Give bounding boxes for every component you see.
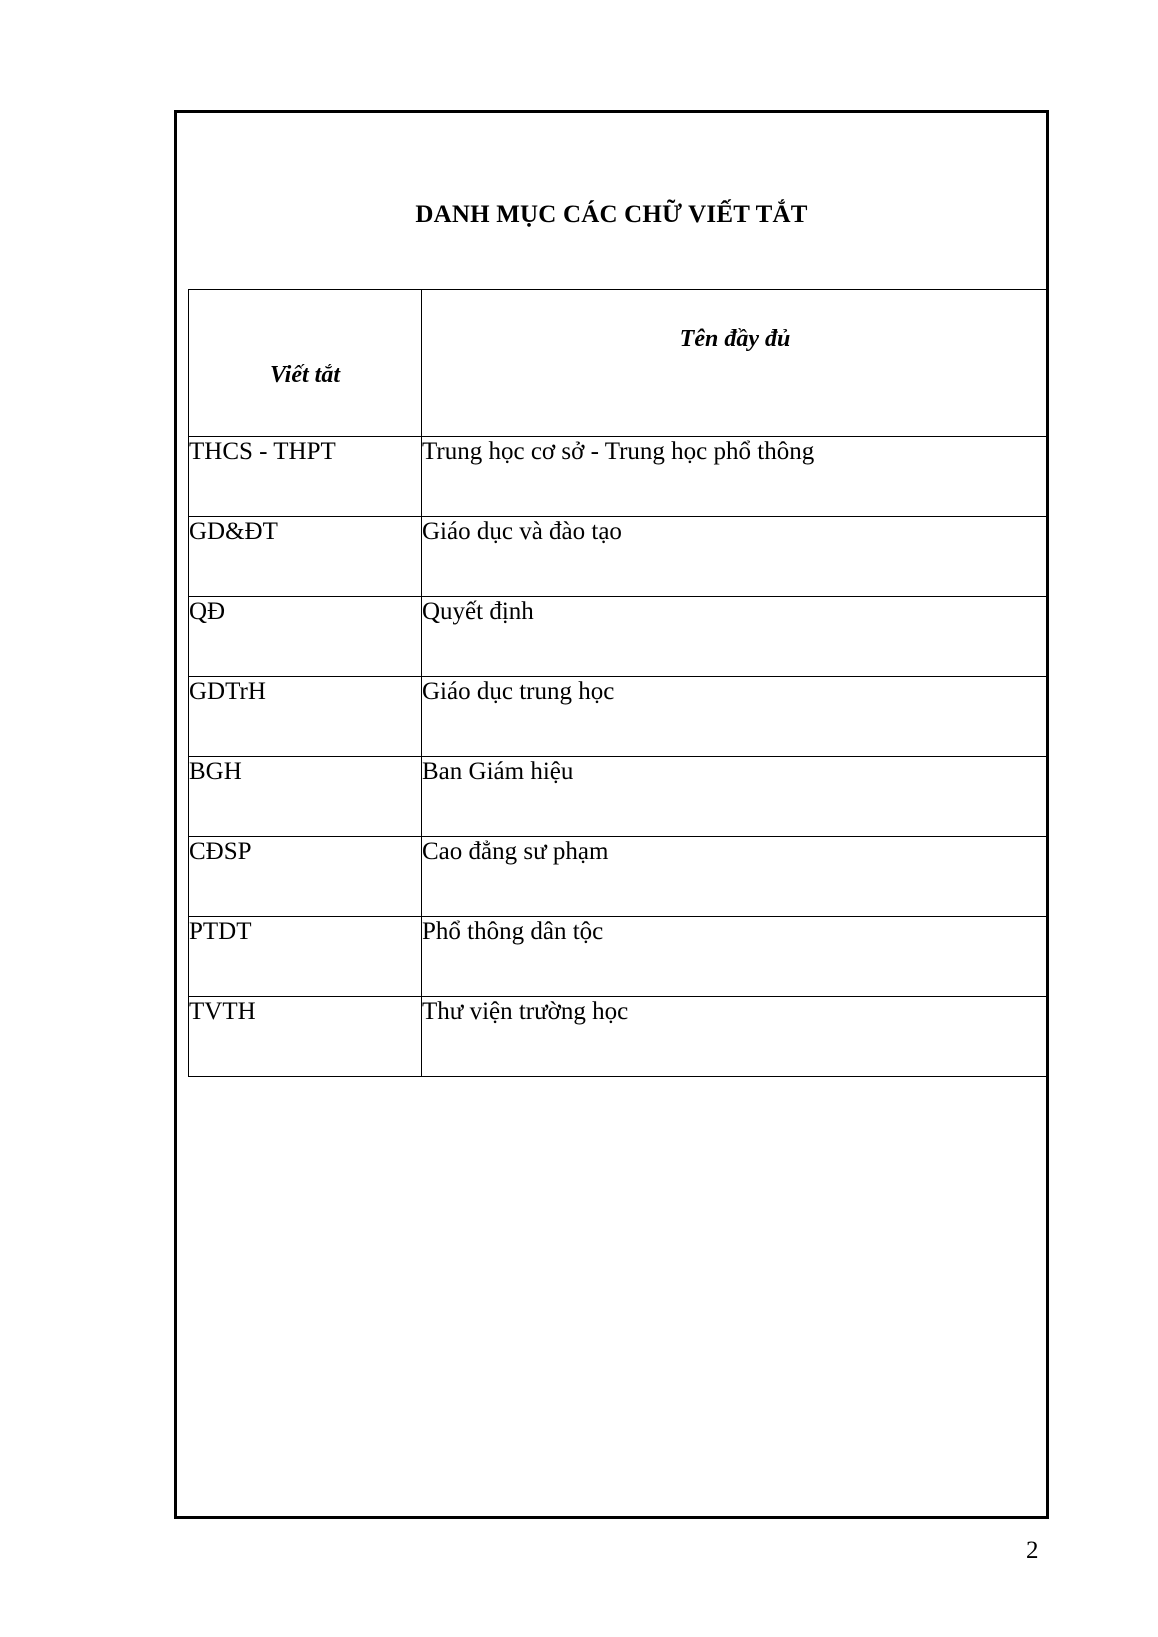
full-name-cell: Trung học cơ sở - Trung học phổ thông — [422, 437, 1049, 517]
table-row — [189, 757, 1049, 837]
full-name-cell: Cao đẳng sư phạm — [422, 837, 1049, 917]
full-name-cell: Ban Giám hiệu — [422, 757, 1049, 837]
table-header-row — [189, 290, 1049, 437]
table-row — [189, 437, 1049, 517]
abbr-cell: THCS - THPT — [189, 437, 422, 517]
abbr-cell: GDTrH — [189, 677, 422, 757]
abbr-cell: GD&ĐT — [189, 517, 422, 597]
table-row — [189, 837, 1049, 917]
full-name-cell: Quyết định — [422, 597, 1049, 677]
document-title: DANH MỤC CÁC CHỮ VIẾT TẮT — [415, 201, 808, 228]
abbr-cell: CĐSP — [189, 837, 422, 917]
full-name-cell: Giáo dục trung học — [422, 677, 1049, 757]
header-full-name — [422, 290, 1049, 437]
abbreviation-table — [188, 289, 1049, 1077]
full-name-cell: Thư viện trường học — [422, 997, 1049, 1077]
page-border-frame — [174, 110, 1049, 1519]
table-row — [189, 997, 1049, 1077]
full-name-cell: Giáo dục và đào tạo — [422, 517, 1049, 597]
abbr-cell: TVTH — [189, 997, 422, 1077]
full-name-cell: Phổ thông dân tộc — [422, 917, 1049, 997]
abbr-cell: BGH — [189, 757, 422, 837]
page-number: 2 — [1026, 1537, 1039, 1564]
abbr-cell: QĐ — [189, 597, 422, 677]
table-row — [189, 917, 1049, 997]
table-row — [189, 517, 1049, 597]
header-abbreviation-label: Viết tắt — [269, 362, 340, 388]
abbr-cell: PTDT — [189, 917, 422, 997]
header-full-name-label: Tên đầy đủ — [679, 326, 791, 352]
table-row — [189, 677, 1049, 757]
header-abbreviation — [189, 290, 422, 437]
table-row — [189, 597, 1049, 677]
